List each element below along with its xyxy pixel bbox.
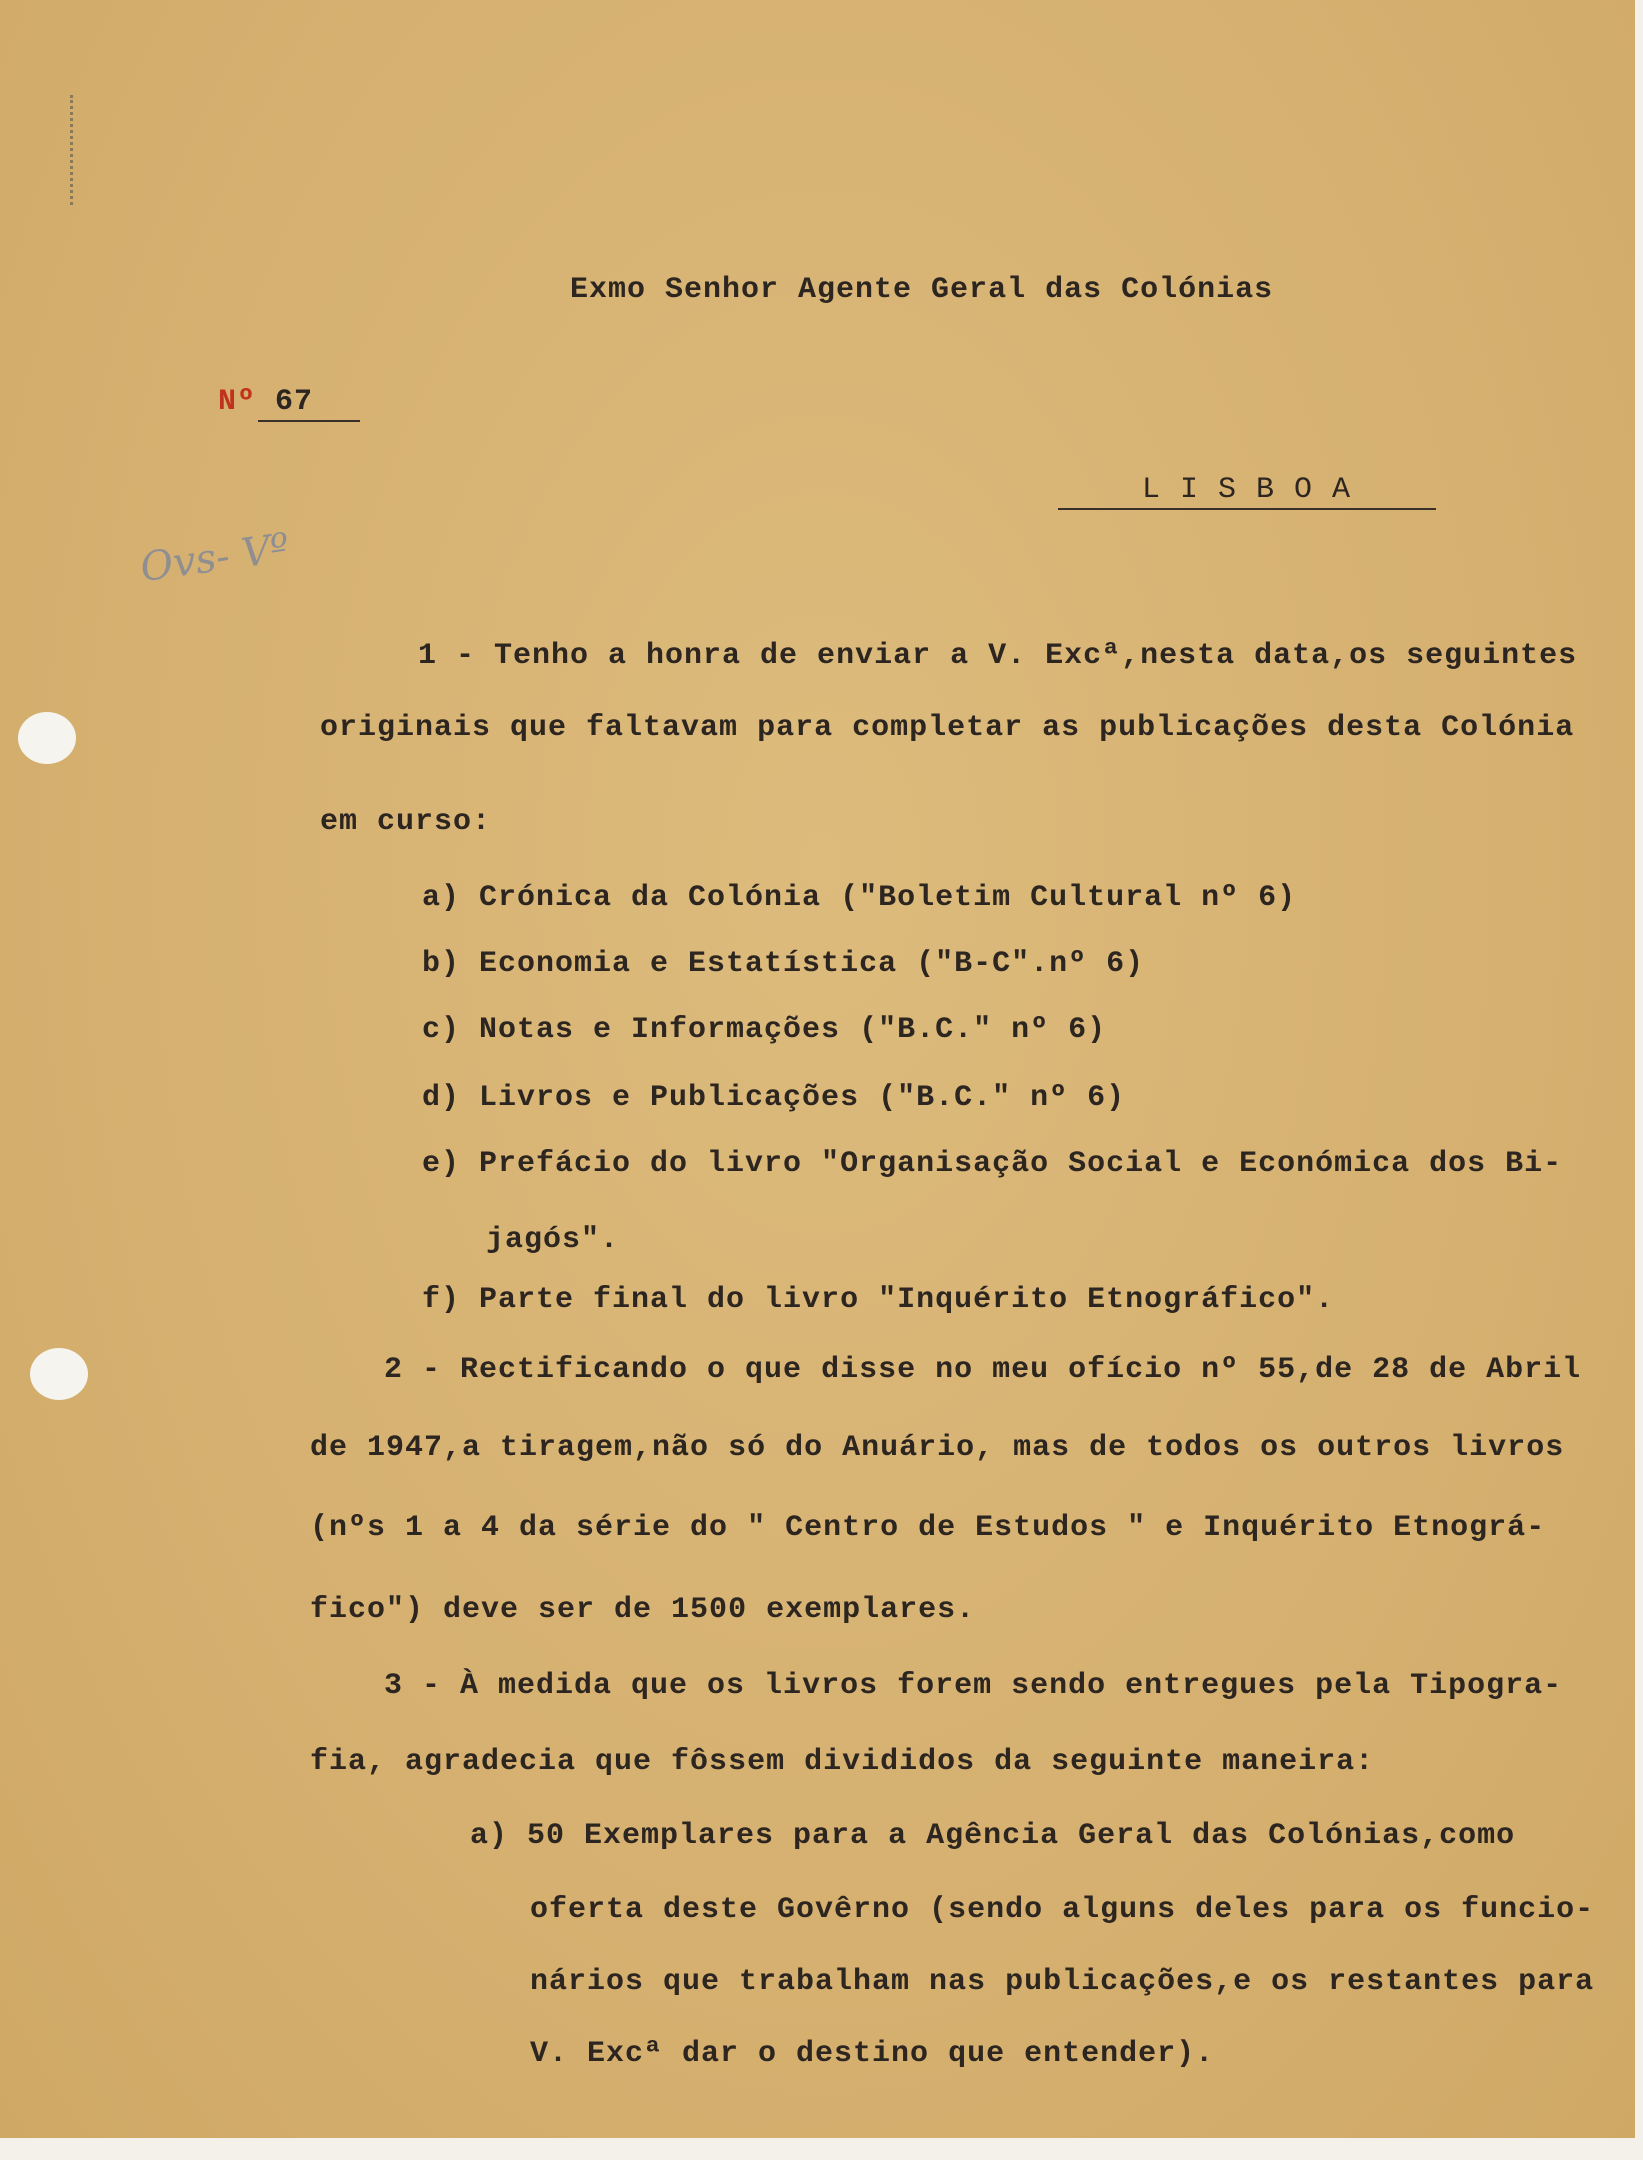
paragraph-1-line-1: 1 - Tenho a honra de enviar a V. Excª,nesta data,os seguintes xyxy=(418,639,1578,673)
list-item-f: f) Parte final do livro "Inquérito Etnográfico". xyxy=(422,1283,1335,1317)
list-item-b: b) Economia e Estatística ("B-C".nº 6) xyxy=(422,947,1145,981)
paragraph-3-line-1: 3 - À medida que os livros forem sendo entregues pela Tipogra- xyxy=(384,1669,1563,1703)
number-prefix: Nº xyxy=(218,385,257,419)
addressee-line: Exmo Senhor Agente Geral das Colónias xyxy=(570,273,1274,307)
page-right-edge xyxy=(1635,0,1643,2160)
sub-item-a-line-4: V. Excª dar o destino que entender). xyxy=(530,2037,1215,2071)
paragraph-2-line-2: de 1947,a tiragem,não só do Anuário, mas de todos os outros livros xyxy=(310,1431,1565,1465)
list-item-d: d) Livros e Publicações ("B.C." nº 6) xyxy=(422,1081,1126,1115)
sub-item-a-line-1: a) 50 Exemplares para a Agência Geral das Colónias,como xyxy=(470,1819,1516,1853)
punch-hole-top xyxy=(18,712,76,764)
list-item-c: c) Notas e Informações ("B.C." nº 6) xyxy=(422,1013,1107,1047)
paragraph-2-line-1: 2 - Rectificando o que disse no meu ofício nº 55,de 28 de Abril xyxy=(384,1353,1582,1387)
number-value: 67 xyxy=(275,385,314,419)
city-underline xyxy=(1058,508,1436,510)
city-line: L I S B O A xyxy=(1142,473,1352,507)
handwritten-annotation: Ovs- Vº xyxy=(137,524,293,592)
list-item-e-continued: jagós". xyxy=(486,1223,620,1257)
number-underline xyxy=(258,420,360,422)
paragraph-2-line-3: (nºs 1 a 4 da série do " Centro de Estudos " e Inquérito Etnográ- xyxy=(310,1511,1546,1545)
page-bottom-edge xyxy=(0,2138,1643,2160)
document-number xyxy=(218,384,313,420)
list-item-a: a) Crónica da Colónia ("Boletim Cultural nº 6) xyxy=(422,881,1297,915)
sub-item-a-line-2: oferta deste Govêrno (sendo alguns deles para os funcio- xyxy=(530,1893,1595,1927)
list-item-e: e) Prefácio do livro "Organisação Social e Económica dos Bi- xyxy=(422,1147,1563,1181)
sub-item-a-line-3: nários que trabalham nas publicações,e os restantes para xyxy=(530,1965,1595,1999)
paragraph-3-line-2: fia, agradecia que fôssem divididos da seguinte maneira: xyxy=(310,1745,1375,1779)
staple-mark xyxy=(70,95,81,205)
punch-hole-bottom xyxy=(30,1348,88,1400)
paragraph-1-line-2: originais que faltavam para completar as publicações desta Colónia xyxy=(320,711,1575,745)
paragraph-2-line-4: fico") deve ser de 1500 exemplares. xyxy=(310,1593,976,1627)
paragraph-1-line-3: em curso: xyxy=(320,805,492,839)
